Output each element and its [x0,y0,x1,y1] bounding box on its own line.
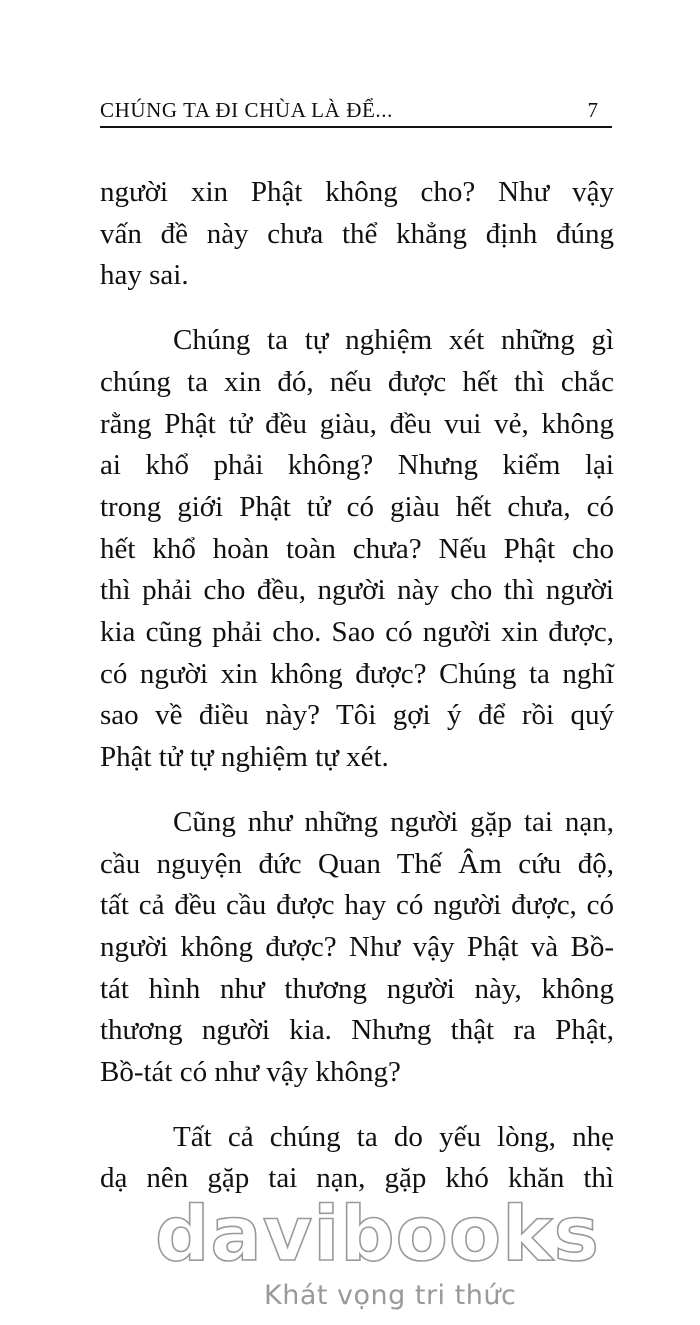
text-line: vấn đề này chưa thể khẳng định đúng [100,217,614,250]
text-line: Tất cả chúng ta do yếu lòng, nhẹ [173,1120,614,1153]
text-line: có người xin không được? Chúng ta nghĩ [100,657,614,690]
text-line: tát hình như thương người này, không [100,972,614,1005]
watermark-tagline: Khát vọng tri thức [264,1280,517,1311]
text-line: Chúng ta tự nghiệm xét những gì [173,324,614,357]
text-line: thương người kia. Nhưng thật ra Phật, [100,1014,614,1047]
text-line: kia cũng phải cho. Sao có người xin được, [100,616,614,649]
text-line: hết khổ hoàn toàn chưa? Nếu Phật cho [100,532,614,565]
text-line: người không được? Như vậy Phật và Bồ- [100,930,614,963]
page-number: 7 [587,98,598,122]
text-line: Bồ-tát có như vậy không? [100,1056,401,1089]
text-line: dạ nên gặp tai nạn, gặp khó khăn thì [100,1162,614,1195]
text-line: rằng Phật tử đều giàu, đều vui vẻ, không [100,407,614,440]
text-line: ai khổ phải không? Nhưng kiểm lại [100,449,614,482]
paragraph [100,802,614,1094]
text-line: Cũng như những người gặp tai nạn, [173,805,614,838]
text-line: người xin Phật không cho? Như vậy [100,176,614,208]
running-header [100,96,612,128]
text-line: thì phải cho đều, người này cho thì người [100,574,614,607]
running-title: CHÚNG TA ĐI CHÙA LÀ ĐỂ... [100,98,393,122]
publisher-watermark [0,1188,700,1325]
text-line: Phật tử tự nghiệm tự xét. [100,741,389,774]
text-line: trong giới Phật tử có giàu hết chưa, có [100,490,614,523]
paragraph [100,172,614,297]
text-line: tất cả đều cầu được hay có người được, có [100,889,614,922]
body-text [100,172,614,1223]
text-line: sao về điều này? Tôi gợi ý để rồi quý [100,699,614,732]
text-line: hay sai. [100,259,189,292]
text-line: chúng ta xin đó, nếu được hết thì chắc [100,365,614,398]
text-line: cầu nguyện đức Quan Thế Âm cứu độ, [100,847,614,880]
paragraph [100,320,614,779]
watermark-logo: davibooks [155,1189,600,1278]
